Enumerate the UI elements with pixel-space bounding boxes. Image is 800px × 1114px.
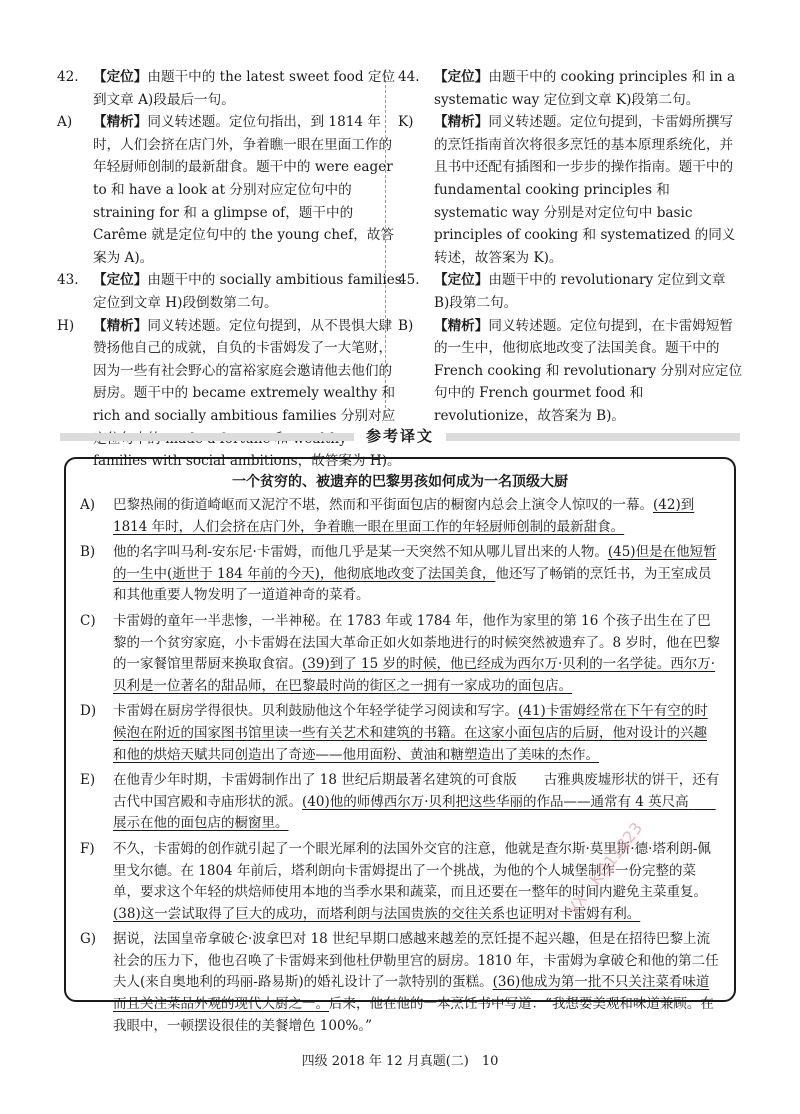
translation-paragraph xyxy=(80,495,720,538)
answer-column-left xyxy=(57,66,403,473)
paragraph-tail: 后来，他在他的一本烹饪书中写道：“我想要美观和味道兼顾。在我眼中，一顿摆设很佳的美餐增色 100%。” xyxy=(113,996,714,1034)
watermark: VX：KQ11823 xyxy=(562,818,647,919)
answer-item xyxy=(57,111,403,269)
item-text: 同义转述题。定位句提到，在卡雷姆短暂的一生中，他彻底地改变了法国美食。题干中的 French cooking 和 revolutionary 分别对应定位句中的 French gourmet food 和 revolutionize，故答案为 B)。 xyxy=(434,317,743,424)
translation-paragraph xyxy=(80,542,720,607)
translation-box xyxy=(64,457,736,1034)
translation-paragraph xyxy=(80,701,720,766)
item-number: A) xyxy=(57,114,73,131)
item-text: 同义转述题。定位句提到，从不畏惧大肆赞扬他自己的成就，自负的卡雷姆发了一大笔财，因为一些有社会野心的富裕家庭会邀请他去他们的厨房。题干中的 became extremely wealthy 和 rich and socially ambitious families 分别对应 families with social ambitions，故答案为 H)。 xyxy=(93,317,401,470)
item-number: 42. xyxy=(57,69,79,85)
answer-column-right xyxy=(398,66,744,428)
paragraph-label: E) xyxy=(80,772,96,789)
paragraph-label: A) xyxy=(80,497,96,513)
item-tag: 【精析】 xyxy=(93,114,148,131)
item-number: 44. xyxy=(398,69,420,85)
item-text: 由题干中的 socially ambitious families 定位到文章 H)段倒数第二句。 xyxy=(93,272,402,311)
paragraph-text: 卡雷姆的童年一半悲惨，一半神秘。在 1783 年或 1784 年，他作为家里的第 16 个孩子出生在了巴黎的一个贫穷家庭，小卡雷姆在法国大革命正如火如荼地进行的时候突然被遗弃了。8 岁时，他在巴黎的一家餐馆里帮厨来换取食宿。 xyxy=(113,612,720,673)
paragraph-text: 不久，卡雷姆的创作就引起了一个眼光犀利的法国外交官的注意，他就是查尔斯·莫里斯·德·塔利朗-佩里戈尔德。在 1804 年前后，塔利朗向卡雷姆提出了一个挑战，为他的个人城堡制作一份完整的菜单，要求这个年轻的烘焙师使用本地的当季水果和蔬菜，而且还要在一整年的时间内避免主菜重复。 xyxy=(113,840,711,901)
answer-item xyxy=(398,315,744,428)
translation-paragraph xyxy=(80,929,720,1037)
paragraph-label: F) xyxy=(80,840,95,857)
section-title: 参考译文 xyxy=(354,425,446,446)
paragraph-tail: 他还写了畅销的烹饪书，为王室成员和其他重要人物发明了一道道神奇的菜肴。 xyxy=(113,565,712,604)
paragraph-label: G) xyxy=(80,931,97,948)
item-tag: 【定位】 xyxy=(93,69,148,85)
paragraph-text: 他的名字叫马利-安东尼·卡雷姆，而他几乎是某一天突然不知从哪儿冒出来的人物。 xyxy=(113,544,608,561)
underlined-sentence: (41)卡雷姆经常在下午有空的时候泡在附近的国家图书馆里读一些有关艺术和建筑的书籍。在这家小面包店的后厨，他对设计的兴趣和他的烘焙天赋共同创造出了奇迹——他用面粉、黄油和糖塑造出了美味的杰作。 xyxy=(113,703,708,763)
answer-item xyxy=(57,315,403,473)
translation-paragraph xyxy=(80,611,720,697)
item-tag: 【定位】 xyxy=(434,272,489,289)
item-tag: 【精析】 xyxy=(93,317,148,334)
answer-item xyxy=(57,269,403,314)
paragraph-label: C) xyxy=(80,612,96,629)
item-text: 同义转述题。定位句指出，到 1814 年时，人们会挤在店门外，争着瞧一眼在里面工作的年轻厨师创制的最新甜食。题干中的 were eager to 和 have a look at 分别对应定位句中的 straining for 和 a glimpse of，题干中的 Carême 就是定位句中的 the young chef，故答案为 A)。 xyxy=(93,114,394,266)
item-tag: 【定位】 xyxy=(434,69,489,85)
paragraph-text: 卡雷姆在厨房学得很快。贝利鼓励他这个年轻学徒学习阅读和写字。 xyxy=(113,703,518,720)
item-number: K) xyxy=(398,114,414,131)
underlined-sentence: (38)这一尝试取得了巨大的成功，而塔利朗与法国贵族的交往关系也证明对卡雷姆有利。 xyxy=(113,905,641,922)
item-tag: 【精析】 xyxy=(434,317,489,334)
item-text: 由题干中的 cooking principles 和 in a systematic way 定位到文章 K)段第二句。 xyxy=(434,69,736,108)
underlined-sentence: (42)到 1814 年时，人们会挤在店门外，争着瞧一眼在里面工作的年轻厨师创制的最新甜食。 xyxy=(113,497,695,535)
item-number: B) xyxy=(398,317,414,334)
paragraph-label: D) xyxy=(80,703,97,720)
item-number: 45. xyxy=(398,272,420,289)
item-text: 由题干中的 revolutionary 定位到文章 B)段第二句。 xyxy=(434,272,726,311)
answer-item xyxy=(57,66,403,111)
paragraph-text: 据说，法国皇帝拿破仑·波拿巴对 18 世纪早期口感越来越差的烹饪提不起兴趣，但是在招待巴黎上流社会的压力下，他也召唤了卡雷姆来到他杜伊勒里宫的厨房。1810 年，卡雷姆为拿破仑和他的第二任夫人(来自奥地利的玛丽-路易斯)的婚礼设计了一款特别的蛋糕。 xyxy=(113,931,719,991)
page-footer: 四级 2018 年 12 月真题(二) 10 xyxy=(301,1054,499,1069)
paragraph-text: 在他青少年时期，卡雷姆制作出了 18 世纪后期最著名建筑的可食版 古雅典废墟形状的饼干，还有古代中国宫殿和寺庙形状的派。 xyxy=(113,772,720,810)
item-tag: 【精析】 xyxy=(434,114,489,131)
item-text: 由题干中的 the latest sweet food 定位到文章 A)段最后一句。 xyxy=(93,69,396,108)
translation-title: 一个贫穷的、被遗弃的巴黎男孩如何成为一名顶级大厨 xyxy=(232,474,568,490)
translation-paragraphs xyxy=(80,495,720,1041)
item-text: 同义转述题。定位句提到，卡雷姆所撰写的烹饪指南首次将很多烹饪的基本原理系统化，并且书中还配有插图和一步步的操作指南。题干中的 fundamental cooking principles 和 systematic way 分别是对定位句中 basic principles of cooking 和 systematized 的同义转述，故答案为 K)。 xyxy=(434,114,736,266)
item-number: 43. xyxy=(57,272,79,289)
item-number: H) xyxy=(57,317,75,334)
paragraph-text: 巴黎热闹的街道崎岖而又泥泞不堪，然而和平街面包店的橱窗内总会上演令人惊叹的一幕。 xyxy=(113,497,653,513)
paragraph-label: B) xyxy=(80,544,96,561)
answer-item xyxy=(398,66,744,111)
underlined-sentence: (39)到了 15 岁的时候，他已经成为西尔万·贝利的一名学徒。西尔万·贝利是一位著名的甜品师，在巴黎最时尚的街区之一拥有一家成功的面包店。 xyxy=(113,656,716,694)
answer-item xyxy=(398,111,744,269)
section-banner xyxy=(60,428,740,446)
underlined-sentence: (45)但是在他短暂的一生中(逝世于 184 年前的今天)，他彻底地改变了法国美食， xyxy=(113,544,717,582)
underlined-sentence: (40)他的师傅西尔万·贝利把这些华丽的作品——通常有 4 英尺高 展示在他的面包店的橱窗里。 xyxy=(113,793,716,832)
answer-item xyxy=(398,269,744,314)
underlined-sentence: (36)他成为第一批不只关注菜肴味道而且关注菜品外观的现代大厨之一。 xyxy=(113,974,710,1013)
item-tag: 【定位】 xyxy=(93,272,148,289)
